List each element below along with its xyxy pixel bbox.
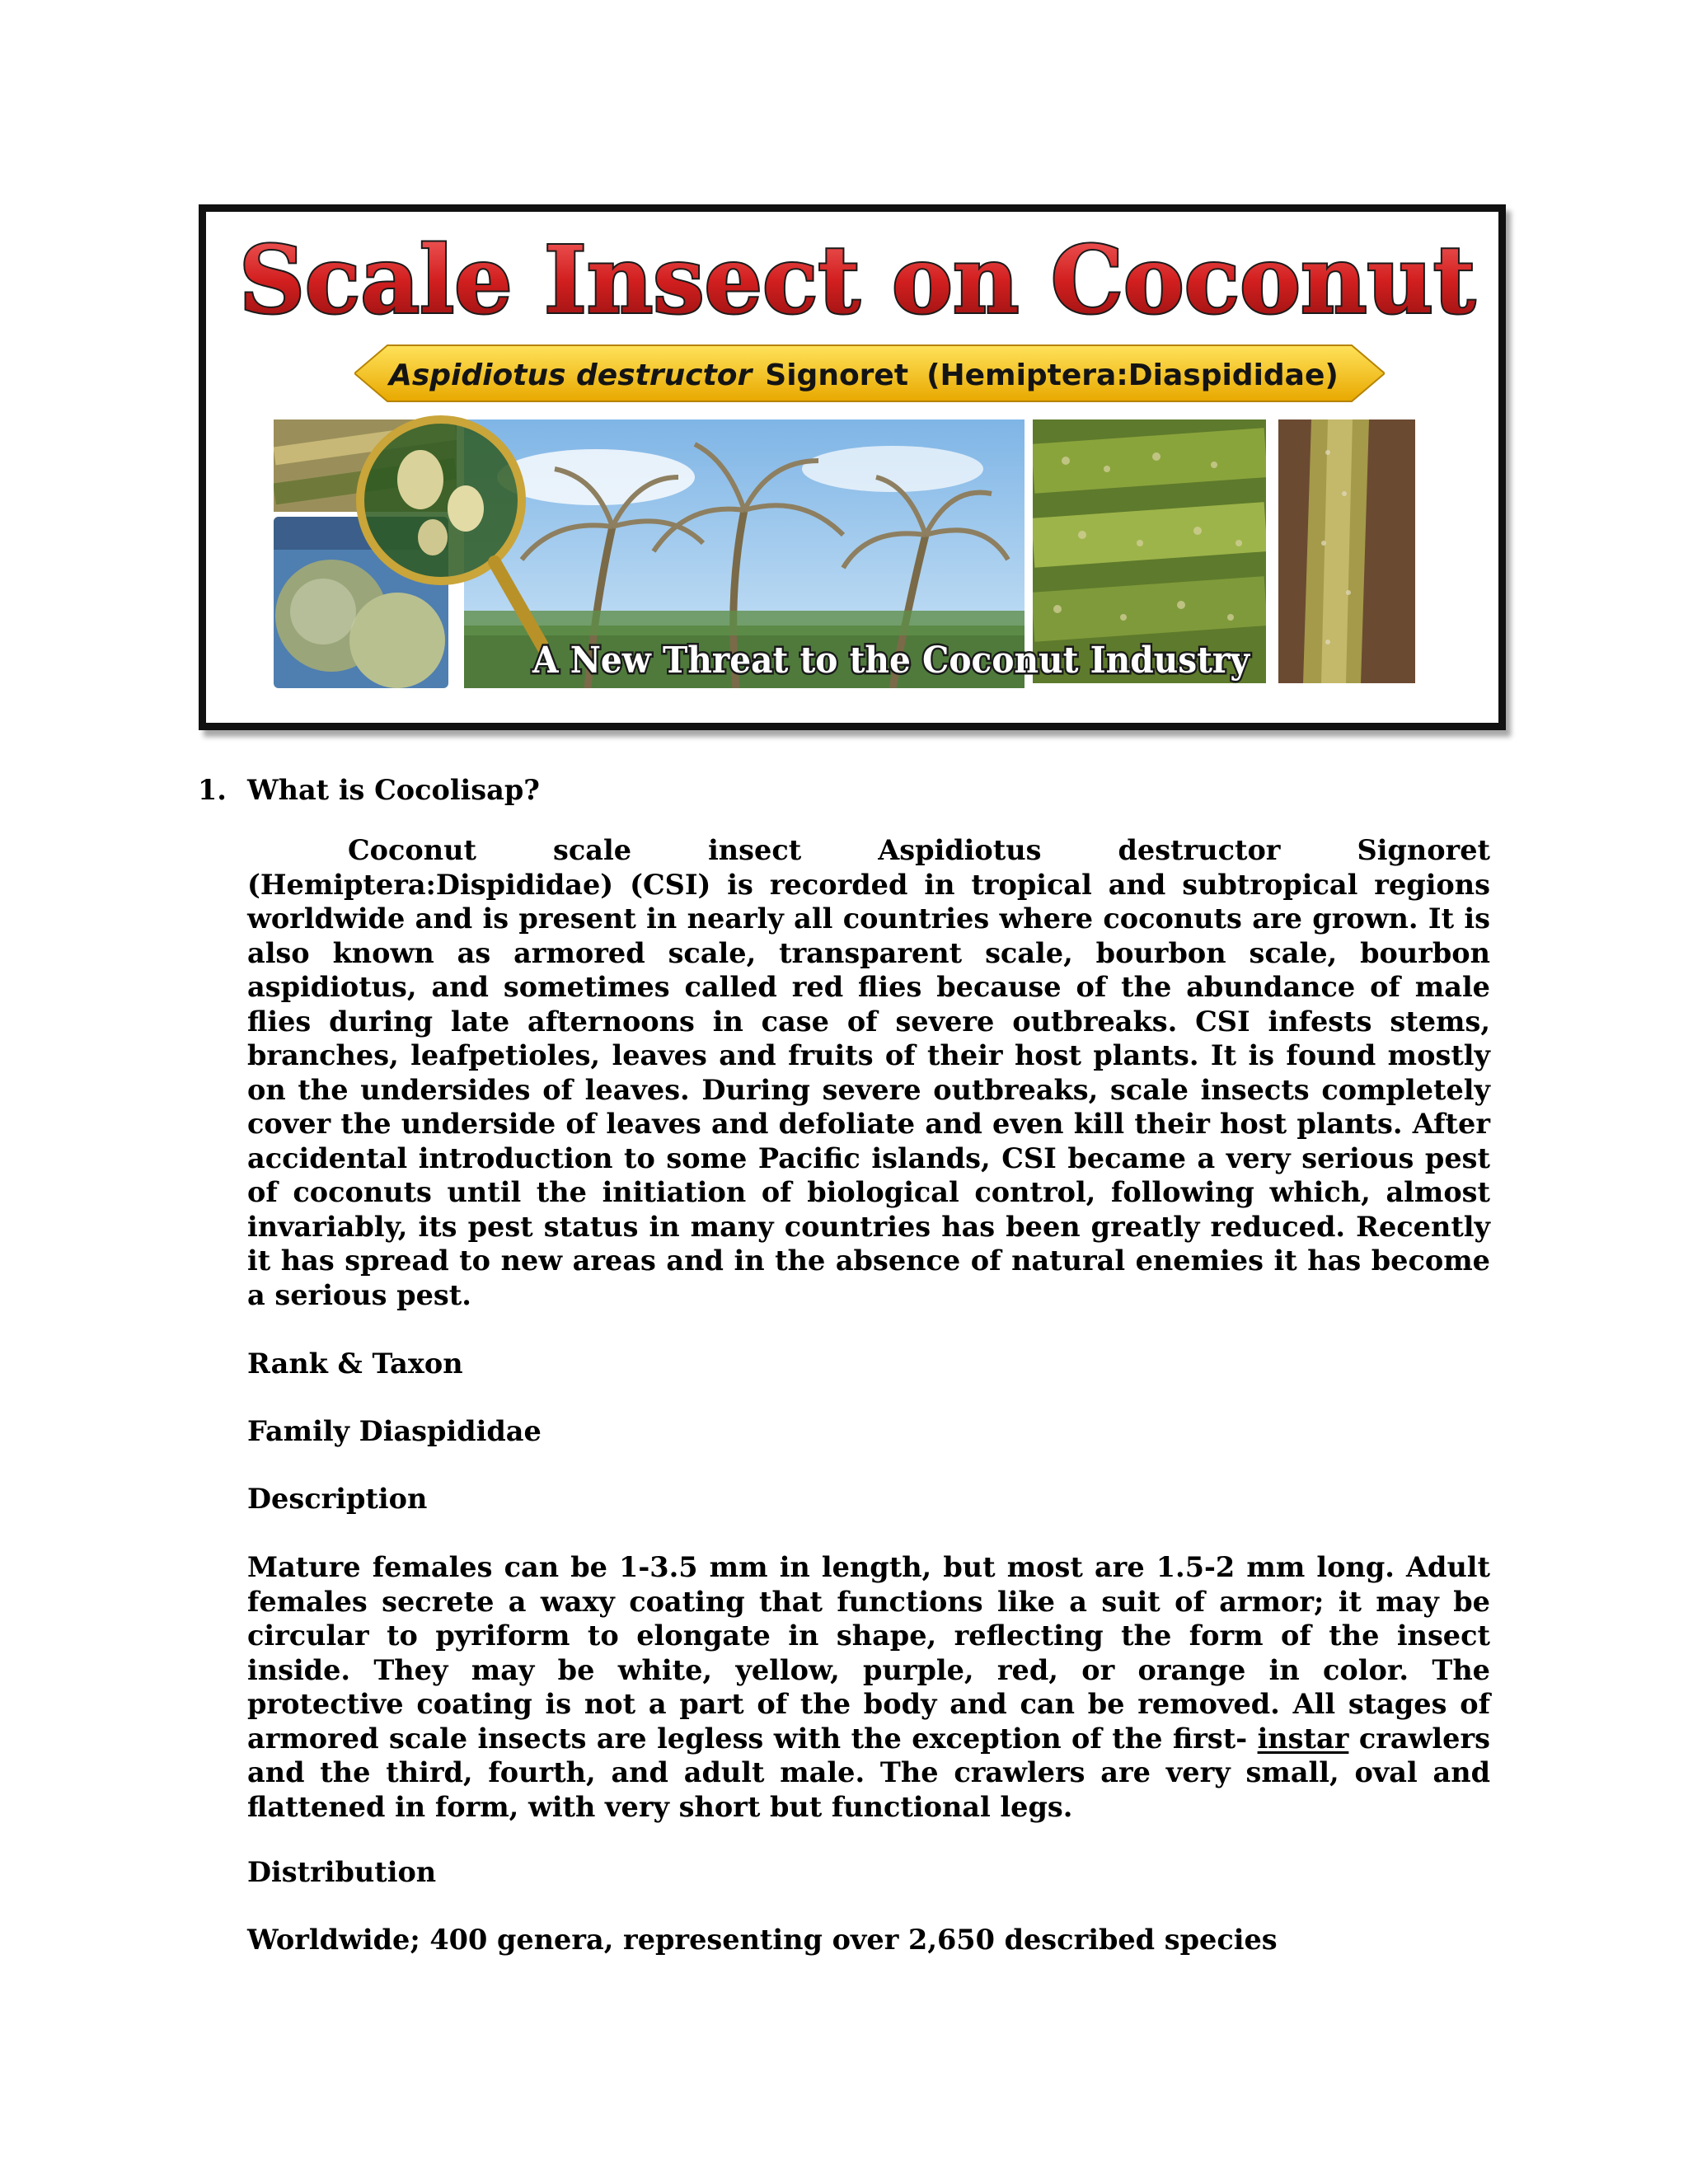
header-banner: [199, 204, 1506, 730]
banner-subtitle: [389, 350, 1362, 400]
distribution-text: Worldwide; 400 genera, representing over 2,650 described species: [247, 1924, 1278, 1956]
banner-tagline: [524, 634, 1258, 683]
description-text-after: crawlers and the third, fourth, and adult male. The crawlers are very small, oval and flattened in form, with very short but functional legs.: [247, 1722, 1490, 1823]
section-number: 1.: [198, 774, 227, 806]
description-heading: Description: [247, 1483, 428, 1515]
instar-link[interactable]: instar: [1257, 1722, 1349, 1755]
banner-tagline-text: A New Threat to the Coconut Industry: [532, 640, 1251, 682]
species-name: Aspidiotus destructor: [389, 358, 753, 392]
rank-value: Family Diaspididae: [247, 1415, 542, 1447]
magnifying-glass-illustration: [342, 401, 548, 682]
banner-title-text: Scale Insect on Coconut: [239, 230, 1476, 333]
banner-title: [231, 230, 1484, 333]
intro-paragraph: Coconut scale insect Aspidiotus destructor Signoret (Hemiptera:Dispididae) (CSI) is recorded in tropical and subtropical regions worldwide and is present in nearly all countries where coconuts are grown. It is also known as armored scale, transparent scale, bourbon scale, bourbon aspidiotus, and sometimes called red flies because of the abundance of male flies during late afternoons in case of severe outbreaks. CSI infests stems, branches, leafpetioles, leaves and fruits of their host plants. It is found mostly on the undersides of leaves. During severe outbreaks, scale insects completely cover the underside of leaves and defoliate and even kill their host plants. After accidental introduction to some Pacific islands, CSI became a very serious pest of coconuts until the initiation of biological control, following which, almost invariably, its pest status in many countries has been greatly reduced. Recently it has spread to new areas and in the absence of natural enemies it has become a serious pest.: [247, 834, 1490, 1311]
species-classification: (Hemiptera:Diaspididae): [926, 358, 1339, 392]
species-author: Signoret: [765, 358, 909, 392]
distribution-heading: Distribution: [247, 1856, 437, 1888]
description-text-before: Mature females can be 1-3.5 mm in length, but most are 1.5-2 mm long. Adult females secrete a waxy coating that functions like a suit of armor; it may be circular to pyriform to elongate in shape, reflecting the form of the insect inside. They may be white, yellow, purple, red, or orange in color. The protective coating is not a part of the body and can be removed. All stages of armored scale insects are legless with the exception of the first-: [247, 1551, 1490, 1755]
photo-infested-stem: [1278, 419, 1415, 683]
description-paragraph: [247, 1550, 1490, 1824]
section-title: What is Cocolisap?: [247, 774, 540, 806]
rank-heading: Rank & Taxon: [247, 1347, 463, 1380]
